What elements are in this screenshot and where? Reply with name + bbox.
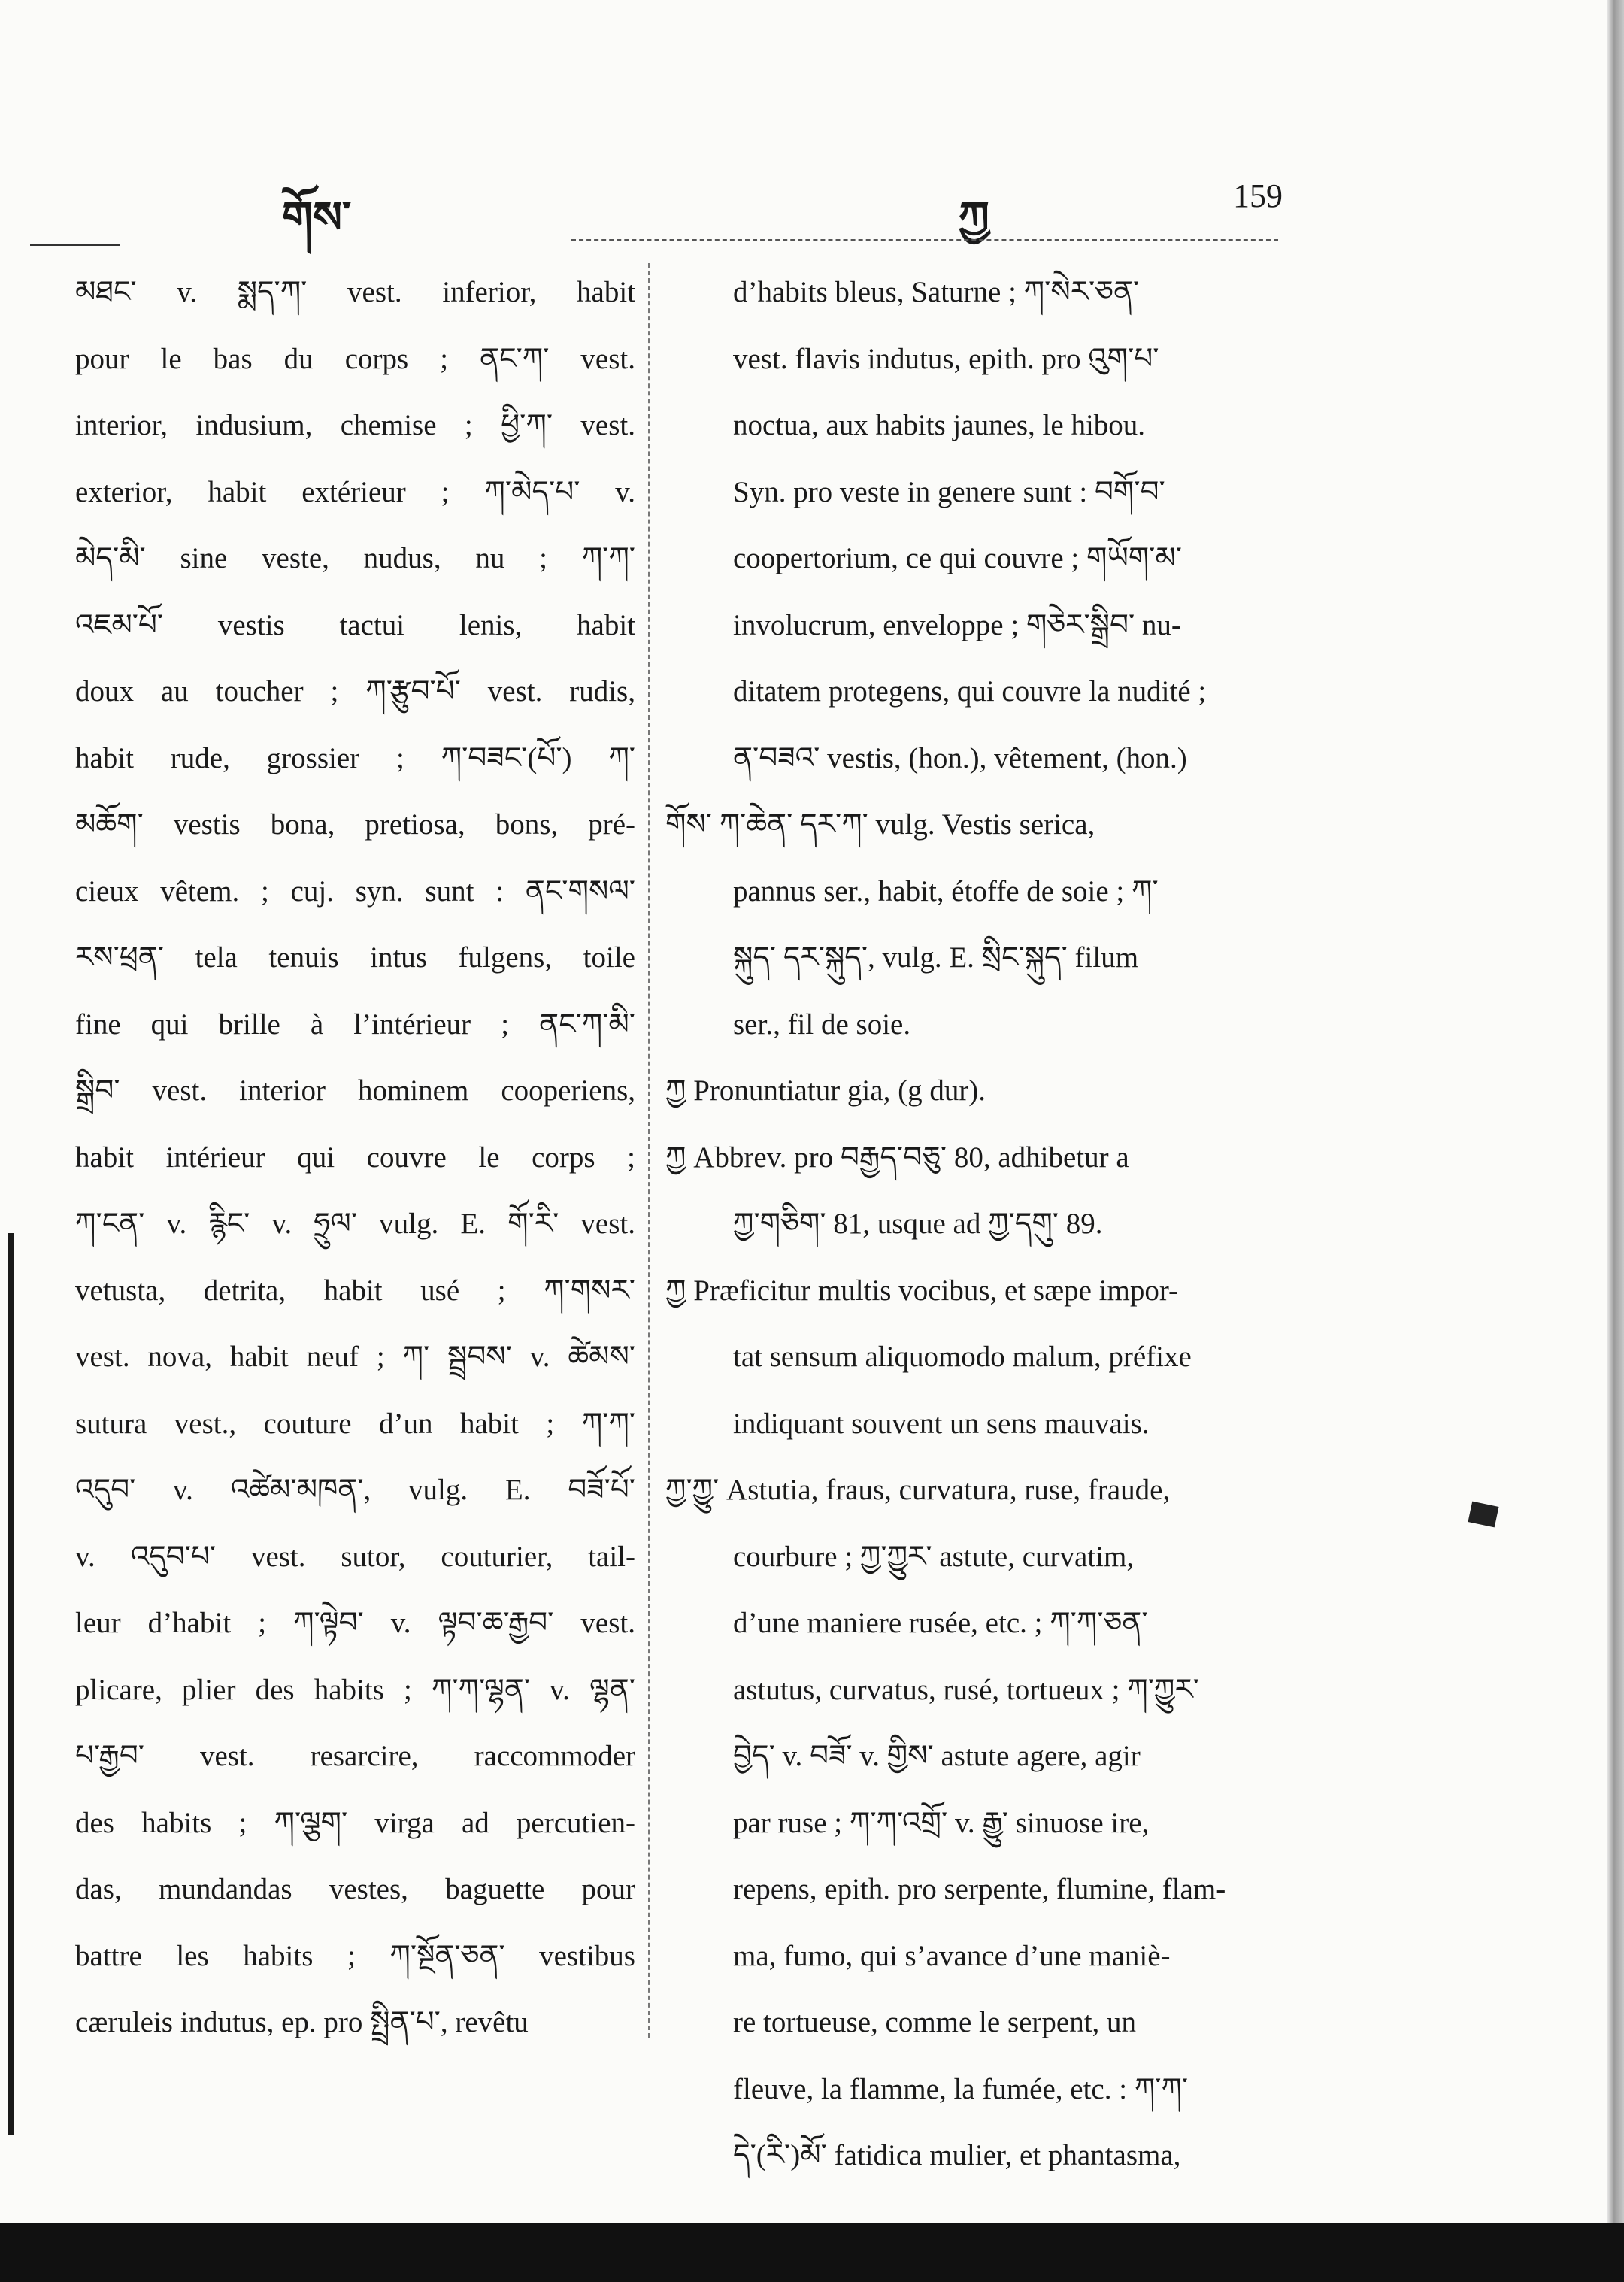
right-column-line: noctua, aux habits jaunes, le hibou. bbox=[733, 409, 1146, 441]
left-column-line: habit intérieur qui couvre le corps ; bbox=[75, 1141, 635, 1174]
left-column-line: རས་ཕྲན་ tela tenuis intus fulgens, toile bbox=[75, 941, 635, 974]
left-column-line: cieux vêtem. ; cuj. syn. sunt : ནང་གསལ་ bbox=[75, 874, 635, 908]
left-column-line: v. འདུབ་པ་ vest. sutor, couturier, tail- bbox=[75, 1540, 635, 1573]
right-column-line: pannus ser., habit, étoffe de soie ; ཀ་ bbox=[733, 874, 1159, 908]
left-column bbox=[75, 259, 635, 2056]
right-column-line: སྐུད་ དར་སྐུད་, vulg. E. སྲིང་སྐུད་ filum bbox=[733, 941, 1139, 974]
right-column-line: ཀྱ་གཅིག་ 81, usque ad ཀྱ་དགུ་ 89. bbox=[733, 1208, 1103, 1240]
left-column-line: leur d’habit ; ཀ་ལྟེབ་ v. ལྟབ་ཆ་རྒྱབ་ vest. bbox=[75, 1607, 635, 1639]
right-column-line: Syn. pro veste in genere sunt : བགོ་བ་ bbox=[733, 475, 1165, 508]
right-column bbox=[665, 259, 1308, 2190]
scan-bottom-bar bbox=[0, 2223, 1624, 2282]
left-column-line: des habits ; ཀ་ལྕག་ virga ad percutien- bbox=[75, 1806, 635, 1839]
right-column-line: ser., fil de soie. bbox=[733, 1008, 911, 1041]
left-column-line: interior, indusium, chemise ; ཕྱི་ཀ་ vest. bbox=[75, 409, 635, 441]
right-column-line: གོས་ ཀ་ཆེན་ དར་ཀ་ vulg. Vestis serica, bbox=[665, 808, 1095, 841]
right-column-line: tat sensum aliquomodo malum, préfixe bbox=[733, 1341, 1192, 1373]
left-column-line: battre les habits ; ཀ་སྔོན་ཅན་ vestibus bbox=[75, 1939, 635, 1972]
center-running-head: ཀྱ bbox=[959, 192, 989, 243]
right-column-line: ཀྱ Præficitur multis vocibus, et sæpe impor- bbox=[665, 1274, 1179, 1307]
left-column-line: fine qui brille à l’intérieur ; ནང་ཀ་མི་ bbox=[75, 1008, 635, 1041]
right-column-line: ཀྱ Pronuntiatur gia, (g dur). bbox=[665, 1074, 986, 1107]
right-column-line: d’une maniere rusée, etc. ; ཀ་ཀ་ཅན་ bbox=[733, 1607, 1148, 1639]
right-column-line: ditatem protegens, qui couvre la nudité ; bbox=[733, 675, 1207, 708]
right-column-line: ཀྱ Abbrev. pro བརྒྱད་བཅུ་ 80, adhibetur a bbox=[665, 1141, 1129, 1174]
left-column-line: vest. nova, habit neuf ; ཀ་ སྦྲབས་ v. ཚེམས་ bbox=[75, 1341, 635, 1373]
page-number: 159 bbox=[1233, 177, 1283, 214]
right-column-line: courbure ; ཀྱ་ཀྱུར་ astute, curvatim, bbox=[733, 1540, 1135, 1573]
right-column-line: vest. flavis indutus, epith. pro འུག་པ་ bbox=[733, 342, 1159, 375]
right-column-line: astutus, curvatus, rusé, tortueux ; ཀ་ཀྱུར་ bbox=[733, 1673, 1199, 1706]
right-column-line: involucrum, enveloppe ; གཅེར་སྒྲིབ་ nu- bbox=[733, 608, 1181, 641]
page-header bbox=[0, 169, 1624, 243]
right-column-line: ན་བཟའ་ vestis, (hon.), vêtement, (hon.) bbox=[733, 741, 1187, 774]
left-column-line: cæruleis indutus, ep. pro སྤྲིན་པ་, revêtu bbox=[75, 2006, 529, 2038]
left-column-line: མེད་མི་ sine veste, nudus, nu ; ཀ་ཀ་ bbox=[75, 542, 635, 574]
left-column-line: doux au toucher ; ཀ་རྩུབ་པོ་ vest. rudis, bbox=[75, 675, 635, 708]
header-rule-left bbox=[30, 244, 120, 246]
column-divider bbox=[648, 263, 650, 2038]
right-column-line: indiquant souvent un sens mauvais. bbox=[733, 1407, 1150, 1440]
left-column-line: འཇམ་པོ་ vestis tactui lenis, habit bbox=[75, 608, 635, 641]
right-column-line: coopertorium, ce qui couvre ; གཡོག་མ་ bbox=[733, 542, 1182, 574]
left-column-line: ཀ་ངན་ v. རྙིང་ v. ཧྲུལ་ vulg. E. གོ་རི་ vest. bbox=[75, 1208, 635, 1240]
left-column-line: མཐང་ v. སྨད་ཀ་ vest. inferior, habit bbox=[75, 276, 635, 308]
right-column-line: fleuve, la flamme, la fumée, etc. : ཀ་ཀ་ bbox=[733, 2072, 1189, 2105]
left-column-line: sutura vest., couture d’un habit ; ཀ་ཀ་ bbox=[75, 1407, 635, 1440]
right-column-line: re tortueuse, comme le serpent, un bbox=[733, 2006, 1137, 2038]
left-column-line: exterior, habit extérieur ; ཀ་མེད་པ་ v. bbox=[75, 475, 635, 508]
left-column-line: pour le bas du corps ; ནང་ཀ་ vest. bbox=[75, 342, 635, 375]
left-running-head: གོས་ bbox=[282, 192, 352, 243]
left-column-line: vetusta, detrita, habit usé ; ཀ་གསར་ bbox=[75, 1274, 635, 1307]
left-column-line: པ་རྒྱབ་ vest. resarcire, raccommoder bbox=[75, 1740, 635, 1772]
left-column-line: das, mundandas vestes, baguette pour bbox=[75, 1873, 635, 1905]
right-column-line: བྱེད་ v. བཟོ་ v. གྱིས་ astute agere, agir bbox=[733, 1740, 1141, 1772]
right-column-line: ma, fumo, qui s’avance d’une maniè- bbox=[733, 1939, 1171, 1972]
scan-edge-right bbox=[1607, 0, 1624, 2282]
ink-smudge bbox=[1468, 1502, 1498, 1528]
right-column-line: d’habits bleus, Saturne ; ཀ་སེར་ཅན་ bbox=[733, 276, 1140, 308]
right-column-line: དེ་(རི་)མོ་ fatidica mulier, et phantasma, bbox=[733, 2139, 1181, 2171]
left-column-line: སྒྲིབ་ vest. interior hominem cooperiens, bbox=[75, 1074, 635, 1107]
right-column-line: repens, epith. pro serpente, flumine, flam- bbox=[733, 1873, 1226, 1905]
left-column-line: plicare, plier des habits ; ཀ་ཀ་ལྷན་ v. ལྷན་ bbox=[75, 1673, 635, 1706]
left-column-line: མཆོག་ vestis bona, pretiosa, bons, pré- bbox=[75, 808, 635, 841]
left-column-line: འདུབ་ v. འཚེམ་མཁན་, vulg. E. བཟོ་པོ་ bbox=[75, 1474, 635, 1506]
right-column-line: par ruse ; ཀ་ཀ་འགྲོ་ v. རྒྱུ་ sinuose ire, bbox=[733, 1806, 1150, 1839]
right-column-line: ཀྱ་ཀྱུ་ Astutia, fraus, curvatura, ruse, fraude, bbox=[665, 1474, 1171, 1506]
left-column-line: habit rude, grossier ; ཀ་བཟང་(པོ་) ཀ་ bbox=[75, 741, 635, 774]
header-rule-center bbox=[571, 239, 1278, 241]
scan-edge-left bbox=[8, 1233, 14, 2135]
